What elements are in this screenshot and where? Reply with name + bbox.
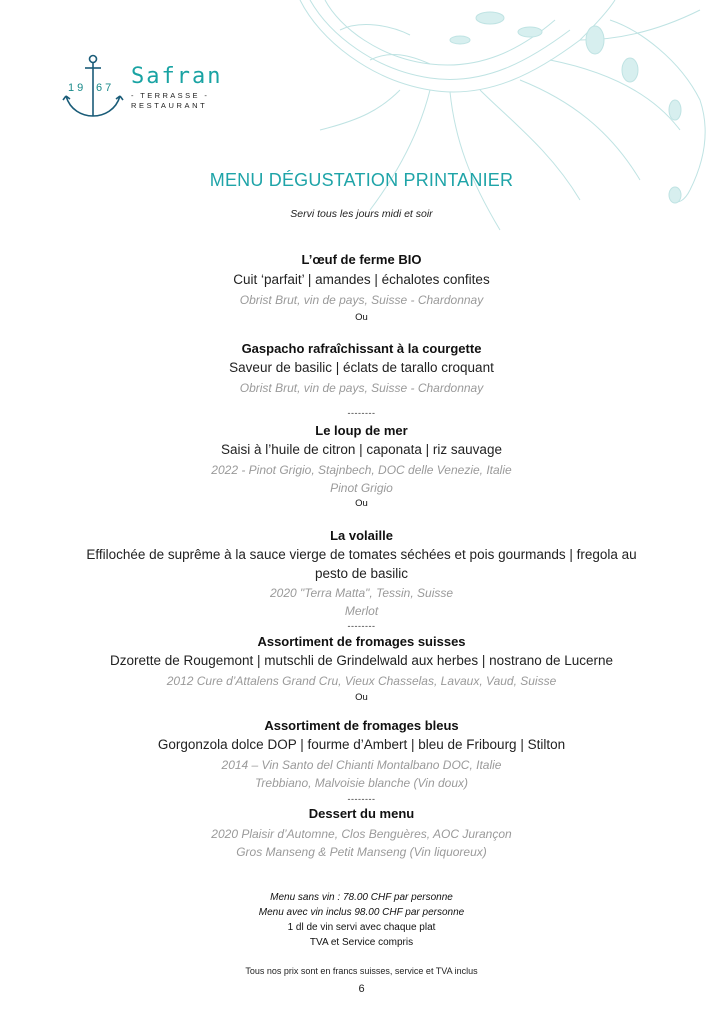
course-loup-wine: 2022 - Pinot Grigio, Stajnbech, DOC delle Venezie, Italie — [211, 463, 512, 477]
course-dessert-grape: Gros Manseng & Petit Manseng (Vin liquoreux) — [236, 845, 487, 859]
course-volaille-grape: Merlot — [344, 604, 379, 618]
course-volaille-desc: Effilochée de suprême à la sauce vierge de tomates séchées et pois gourmands | fregola au — [86, 547, 637, 562]
course-separator: -------- — [347, 408, 376, 418]
course-gaspacho-desc: Saveur de basilic | éclats de tarallo croquant — [229, 360, 494, 375]
course-loup-desc: Saisi à l’huile de citron | caponata | riz sauvage — [221, 442, 502, 457]
price-sans-vin: Menu sans vin : 78.00 CHF par personne — [270, 892, 453, 903]
course-separator: -------- — [347, 621, 376, 631]
course-gaspacho-wine: Obrist Brut, vin de pays, Suisse - Chardonnay — [239, 381, 484, 395]
course-gaspacho-name: Gaspacho rafraîchissant à la courgette — [241, 341, 482, 356]
course-oeuf-name: L’œuf de ferme BIO — [301, 252, 422, 267]
footer-note: Tous nos prix sont en francs suisses, service et TVA inclus — [245, 966, 478, 976]
course-separator: -------- — [347, 794, 376, 804]
course-fromages-bleus-grape: Trebbiano, Malvoisie blanche (Vin doux) — [254, 776, 468, 790]
course-loup-grape: Pinot Grigio — [330, 481, 393, 495]
course-fromages-bleus-desc: Gorgonzola dolce DOP | fourme d’Ambert | bleu de Fribourg | Stilton — [157, 737, 566, 752]
course-fromages-suisses-wine: 2012 Cure d’Attalens Grand Cru, Vieux Chasselas, Lavaux, Vaud, Suisse — [166, 674, 557, 688]
price-tva-note: TVA et Service compris — [309, 937, 414, 948]
logo-terrasse: - TERRASSE - — [131, 91, 210, 100]
price-wine-note: 1 dl de vin servi avec chaque plat — [287, 922, 436, 933]
jellyfish-watermark-icon — [280, 0, 723, 260]
price-avec-vin: Menu avec vin inclus 98.00 CHF par personne — [258, 907, 465, 918]
logo-brand: Safran — [131, 64, 223, 89]
menu-subtitle: Servi tous les jours midi et soir — [290, 208, 433, 220]
course-fromages-suisses-name: Assortiment de fromages suisses — [257, 634, 466, 649]
course-dessert-name: Dessert du menu — [308, 806, 415, 821]
or-connector: Ou — [355, 692, 368, 703]
menu-title: MENU DÉGUSTATION PRINTANIER — [209, 170, 514, 190]
restaurant-logo — [62, 52, 232, 122]
course-volaille-name: La volaille — [330, 528, 393, 543]
course-volaille-wine: 2020 "Terra Matta", Tessin, Suisse — [269, 586, 454, 600]
course-dessert-wine: 2020 Plaisir d’Automne, Clos Benguères, AOC Jurançon — [211, 827, 512, 841]
course-fromages-bleus-wine: 2014 – Vin Santo del Chianti Montalbano DOC, Italie — [221, 758, 502, 772]
or-connector: Ou — [355, 312, 368, 323]
logo-year-right: 67 — [96, 82, 115, 94]
page-number: 6 — [358, 983, 365, 995]
course-loup-name: Le loup de mer — [315, 423, 408, 438]
anchor-icon — [62, 52, 124, 122]
logo-year-left: 19 — [68, 82, 87, 94]
course-fromages-suisses-desc: Dzorette de Rougemont | mutschli de Grindelwald aux herbes | nostrano de Lucerne — [109, 653, 614, 668]
or-connector: Ou — [355, 498, 368, 509]
course-volaille-desc-cont: pesto de basilic — [314, 566, 409, 581]
course-oeuf-desc: Cuit ‘parfait’ | amandes | échalotes confites — [233, 272, 490, 287]
course-fromages-bleus-name: Assortiment de fromages bleus — [264, 718, 459, 733]
course-oeuf-wine: Obrist Brut, vin de pays, Suisse - Chardonnay — [239, 293, 484, 307]
logo-restaurant: RESTAURANT — [131, 101, 208, 110]
